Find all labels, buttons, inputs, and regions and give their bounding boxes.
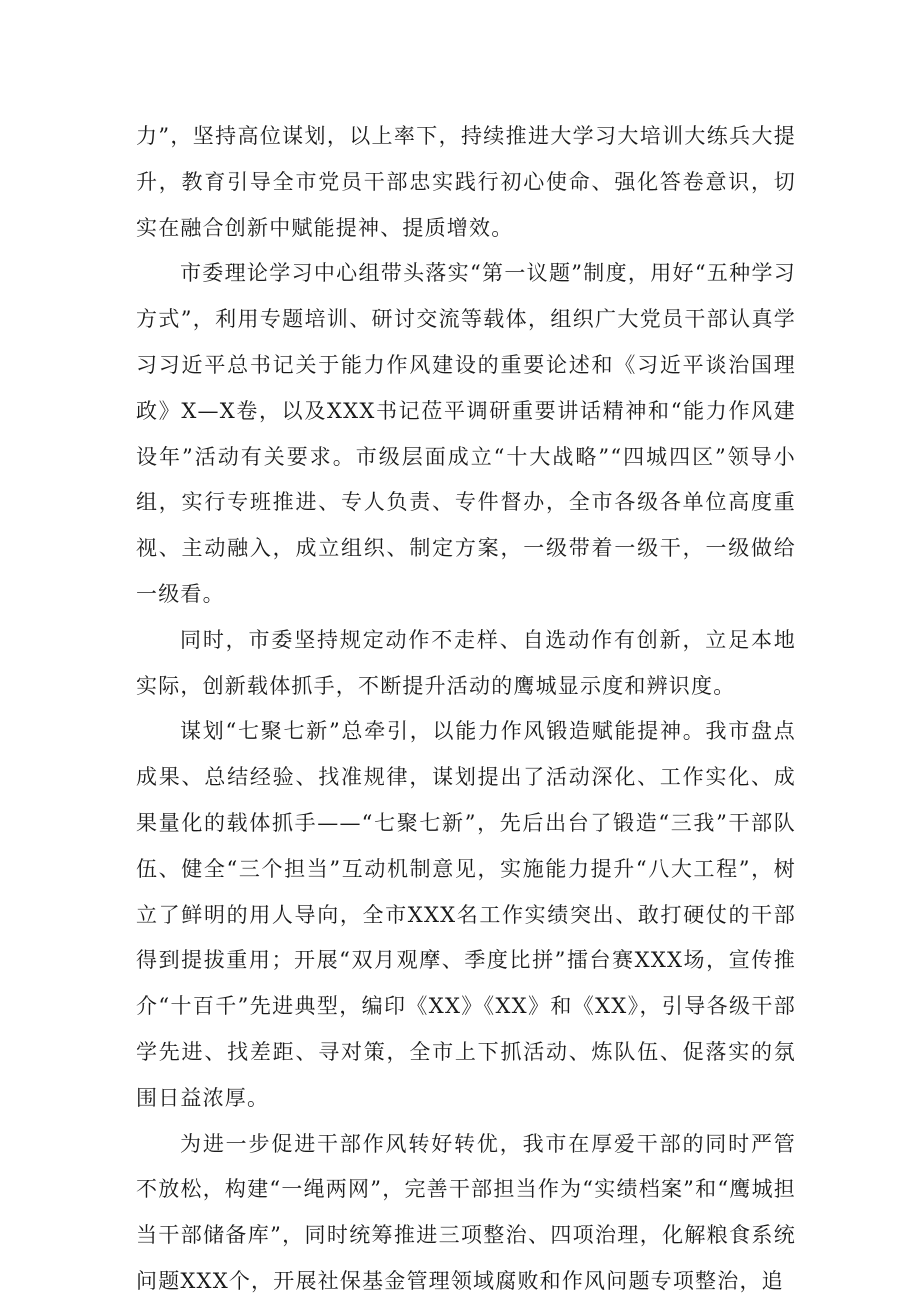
document-page [136, 114, 796, 1305]
paragraph-2: 市委理论学习中心组带头落实“第一议题”制度，用好“五种学习方式”，利用专题培训、研讨交流等载体，组织广大党员干部认真学习习近平总书记关于能力作风建设的重要论述和《习近平谈治国理政》X—X卷，以及XXX书记莅平调研重要讲话精神和“能力作风建设年”活动有关要求。市级层面成立“十大战略”“四城四区”领导小组，实行专班推进、专人负责、专件督办，全市各级各单位高度重视、主动融入，成立组织、制定方案，一级带着一级干，一级做给一级看。 [136, 261, 796, 606]
paragraph-4: 谋划“七聚七新”总牵引，以能力作风锻造赋能提神。我市盘点成果、总结经验、找准规律，谋划提出了活动深化、工作实化、成果量化的载体抓手——“七聚七新”，先后出台了锻造“三我”干部队伍、健全“三个担当”互动机制意见，实施能力提升“八大工程”，树立了鲜明的用人导向，全市XXX名工作实绩突出、敢打硬仗的干部得到提拔重用；开展“双月观摩、季度比拼”擂台赛XXX场，宣传推介“十百千”先进典型，编印《XX》《XX》和《XX》，引导各级干部学先进、找差距、寻对策，全市上下抓活动、炼队伍、促落实的氛围日益浓厚。 [136, 719, 796, 1110]
paragraph-3: 同时，市委坚持规定动作不走样、自选动作有创新，立足本地实际，创新载体抓手，不断提升活动的鹰城显示度和辨识度。 [136, 627, 796, 698]
paragraph-5: 为进一步促进干部作风转好转优，我市在厚爱干部的同时严管不放松，构建“一绳两网”，完善干部担当作为“实绩档案”和“鹰城担当干部储备库”，同时统筹推进三项整治、四项治理，化解粮食系统问题XXX个，开展社保基金管理领域腐败和作风问题专项整治，追 [136, 1131, 796, 1293]
paragraph-1: 力”，坚持高位谋划，以上率下，持续推进大学习大培训大练兵大提升，教育引导全市党员干部忠实践行初心使命、强化答卷意识，切实在融合创新中赋能提神、提质增效。 [136, 124, 796, 240]
